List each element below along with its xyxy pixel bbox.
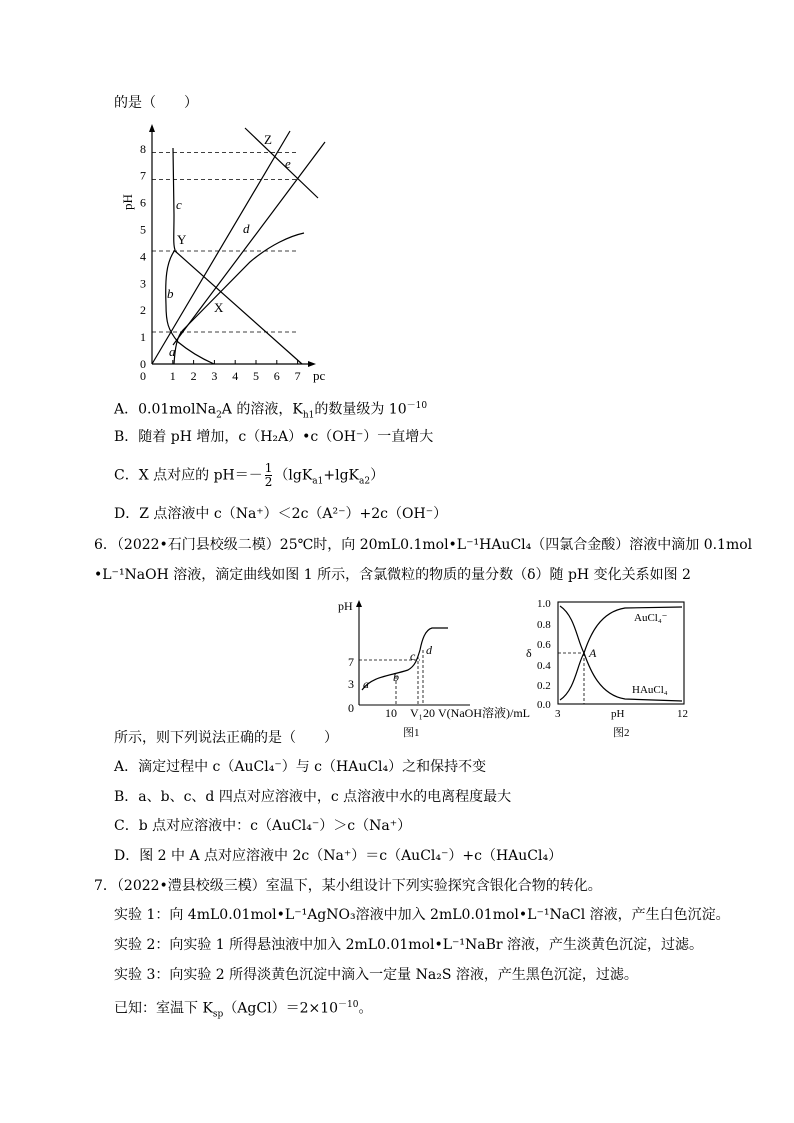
fig2-xtick-12: 12 [677,708,688,720]
q7-experiment-3: 实验 3：向实验 2 所得淡黄色沉淀中滴入一定量 Na₂S 溶液，产生黑色沉淀，过滤。 [114,967,638,983]
fig2-ytick-0.6: 0.6 [537,639,551,651]
x-tick-label: 7 [294,369,301,383]
fig1-ytick-3: 3 [348,677,354,691]
y-tick-label: 1 [140,330,146,345]
fig2-xlabel: pH [611,708,625,720]
y-tick-label: 0 [140,357,146,371]
line-d [173,142,325,345]
fig1-xtick-20: 20 [423,706,435,720]
fig2-xtick-3: 3 [555,708,561,720]
origin-label: 0 [140,369,146,383]
q6-stem-line3: 所示，则下列说法正确的是（ ） [114,730,338,746]
label-X: X [214,300,224,315]
q6-stem-line1: 6．（2022•石门县校级二模）25℃时，向 20mL0.1mol•L⁻¹HAuCl₄（四氯合金酸）溶液中滴加 0.1mol [94,537,753,553]
fig1-curve [362,628,448,690]
fig1-xlabel: V(NaOH溶液)/mL [438,706,530,720]
fig1-point-b: b [393,670,399,684]
x-tick-label: 4 [232,369,239,383]
fig2-ytick-1.0: 1.0 [537,598,551,610]
q5-stem-tail: 的是（ ） [114,95,198,111]
x-axis-arrow [308,361,316,367]
fig1-xtick-v1: V₁ [410,706,423,720]
label-d: d [243,221,250,236]
fig2-label-haucl4: HAuCl₄ [632,684,668,696]
q5-option-b: B．随着 pH 增加，c（H₂A）•c（OH⁻）一直增大 [114,429,434,445]
fig1-caption: 图1 [403,727,420,739]
q6-option-a: A．滴定过程中 c（AuCl₄⁻）与 c（HAuCl₄）之和保持不变 [114,759,487,775]
y-tick-label: 4 [140,249,146,264]
q6-option-b: B．a、b、c、d 四点对应溶液中，c 点溶液中水的电离程度最大 [114,789,512,805]
y-tick-label: 6 [140,195,146,210]
fig2-ytick-0.2: 0.2 [537,680,551,692]
q5-option-c: C．X 点对应的 pH＝－ $\frac{1}{2}$ （lgK$_{a1}$+lgK$_{a2}$） [114,461,385,489]
fig2-ytick-0.4: 0.4 [537,660,551,672]
x-tick-label: 2 [190,369,197,383]
fig2-ytick-0.8: 0.8 [537,619,551,631]
y-tick-label: 5 [140,222,146,237]
q6-figure-2 [522,592,702,742]
line-x [175,251,302,364]
fig2-ytick-0.0: 0.0 [537,699,551,711]
fig1-point-a: a [363,677,369,691]
q5-option-d: D．Z 点溶液中 c（Na⁺）＜2c（A²⁻）+2c（OH⁻） [114,506,448,522]
y-tick-label: 2 [140,303,146,318]
q7-experiment-1: 实验 1：向 4mL0.01mol•L⁻¹AgNO₃溶液中加入 2mL0.01mol•L⁻¹NaCl 溶液，产生白色沉淀。 [114,907,730,923]
fig1-xtick-10: 10 [385,706,397,720]
label-b: b [167,286,174,301]
q6-figure-1 [336,592,536,742]
y-tick-label: 8 [140,141,146,156]
curve-a-d [174,233,304,364]
y-tick-label: 7 [140,168,146,183]
fig2-point-A: A [589,646,597,660]
q5-figure [110,118,340,388]
label-a: a [169,344,176,359]
fig2-caption: 图2 [613,727,630,739]
label-e: e [285,156,291,171]
label-Y: Y [177,232,187,247]
fig1-point-d: d [426,643,432,657]
label-Z: Z [264,132,272,147]
x-tick-label: 6 [273,369,280,383]
x-tick-label: 3 [211,369,218,383]
label-c: c [176,197,182,212]
fig1-ylabel: pH [338,599,353,613]
fig2-label-aucl4: AuCl₄⁻ [634,612,668,624]
q7-experiment-2: 实验 2：向实验 1 所得悬浊液中加入 2mL0.01mol•L⁻¹NaBr 溶液，产生淡黄色沉淀，过滤。 [114,937,704,953]
q5-option-a: A．0.01molNa$_2$A 的溶液，$K_{h1}$的数量级为 $10^{-10}$ [114,401,428,421]
fig1-ytick-7: 7 [348,655,354,669]
x-tick-label: 1 [169,369,176,383]
q6-stem-line2: •L⁻¹NaOH 溶液，滴定曲线如图 1 所示，含氯微粒的物质的量分数（δ）随 pH 变化关系如图 2 [94,567,691,583]
fig1-point-c: c [410,649,416,663]
fig1-xtick-0: 0 [348,701,354,715]
q6-option-d: D．图 2 中 A 点对应溶液中 2c（Na⁺）＝c（AuCl₄⁻）+c（HAuCl₄） [114,848,563,864]
x-tick-label: 5 [253,369,259,383]
fig2-ylabel: δ [526,646,532,660]
q7-stem: 7．（2022•澧县校级三模）室温下，某小组设计下列实验探究含银化合物的转化。 [94,878,602,894]
q6-option-c: C．b 点对应溶液中：c（AuCl₄⁻）＞c（Na⁺） [114,818,412,834]
q7-known: 已知：室温下 $K_{sp}(AgCl)=2\times 10^{-10}$。 [114,1000,373,1020]
y-axis-label: pH [120,194,135,210]
y-tick-label: 3 [140,276,146,291]
y-ticks [140,142,146,371]
x-axis-label: pc [313,368,326,383]
y-axis-arrow [149,124,155,132]
